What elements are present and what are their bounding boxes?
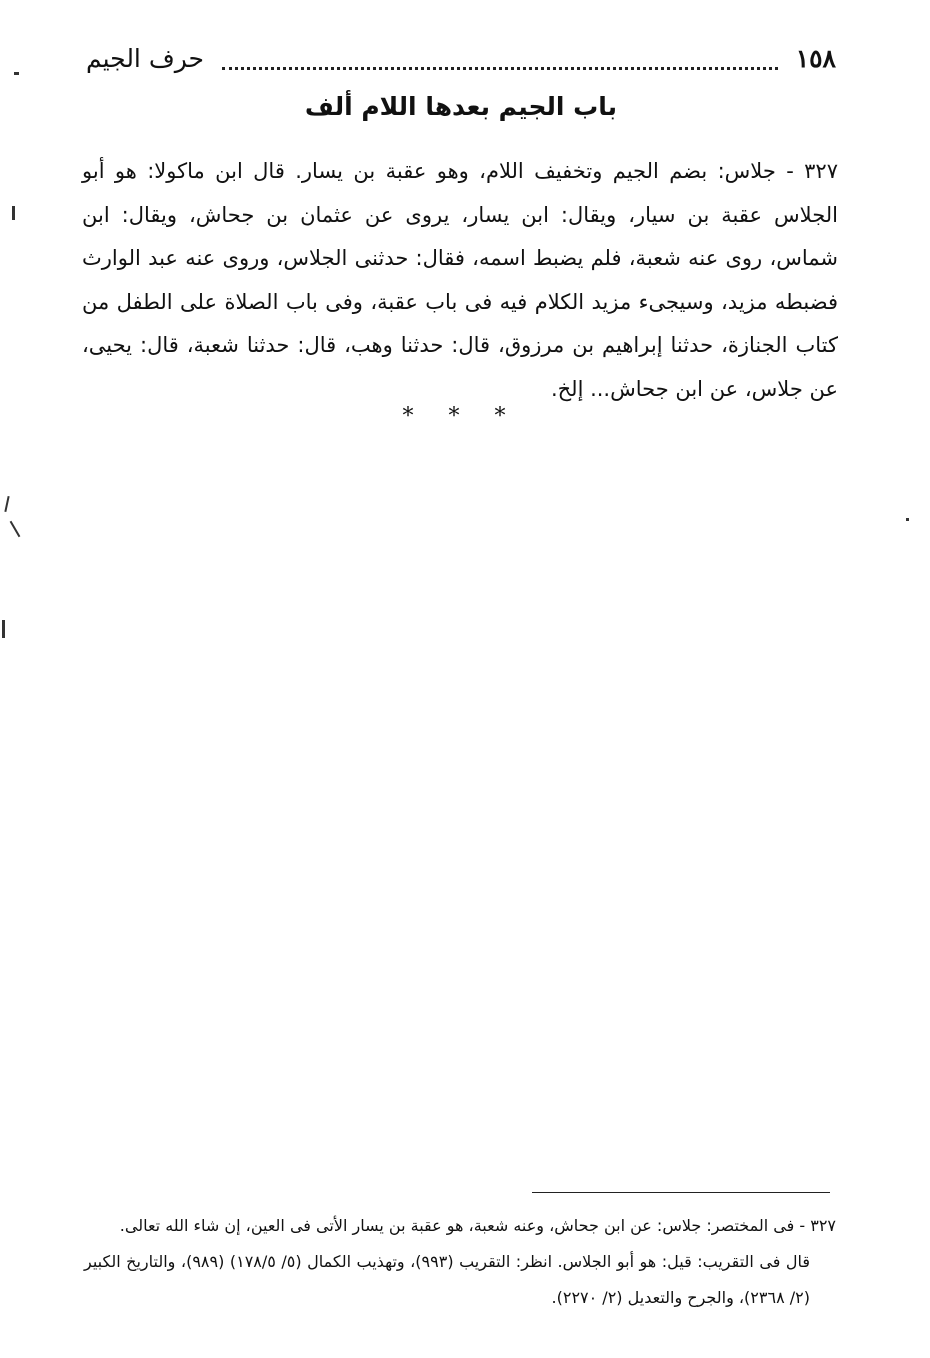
page-number: ١٥٨ bbox=[795, 43, 836, 73]
footnote-line: ٣٢٧ - فى المختصر: جلاس: عن ابن جحاش، وعنه شعبة، هو عقبة بن يسار الأتى فى العين، إن شاء الله تعالى. bbox=[119, 1216, 836, 1235]
scan-artifact bbox=[4, 496, 9, 512]
section-heading: باب الجيم بعدها اللام ألف bbox=[304, 92, 618, 121]
footnote-line: قال فى التقريب: قيل: هو أبو الجلاس. انظر: التقريب (٩٩٣)، وتهذيب الكمال (٥/ ١٧٨/٥) (٩٨٩)، والتاريخ الكبير (٢/ ٢٣٦٨)، والجرح والتعديل (٢/ ٢٢٧٠). bbox=[84, 1252, 810, 1307]
scan-artifact bbox=[10, 521, 21, 538]
footnotes bbox=[84, 1208, 836, 1316]
scan-artifact bbox=[906, 518, 909, 521]
scan-artifact bbox=[12, 206, 15, 220]
entry-paragraph: ٣٢٧ - جلاس: بضم الجيم وتخفيف اللام، وهو عقبة بن يسار. قال ابن ماكولا: هو أبو الجلاس عقبة بن سيار، ويقال: ابن يسار، يروى عن عثمان بن جحاش، ويقال: ابن شماس، روى عنه شعبة، فلم يضبط اسمه، فقال: حدثنى الجلاس، وروى عنه عبد الوارث فضبطه مزيد، وسيجىء مزيد الكلام فيه فى باب عقبة، وفى باب الصلاة على الطفل من كتاب الجنازة، حدثنا إبراهيم بن مرزوق، قال: حدثنا وهب، قال: حدثنا شعبة، قال: يحيى، عن جلاس، عن ابن جحاش... إلخ. bbox=[82, 159, 838, 401]
header-dotted-leader bbox=[222, 57, 778, 70]
scan-artifact bbox=[14, 72, 19, 75]
scan-artifact bbox=[2, 620, 5, 638]
footnote-rule bbox=[532, 1192, 830, 1193]
chapter-title: حرف الجيم bbox=[86, 43, 204, 73]
running-header bbox=[86, 38, 836, 78]
section-separator: * * * bbox=[402, 404, 520, 429]
